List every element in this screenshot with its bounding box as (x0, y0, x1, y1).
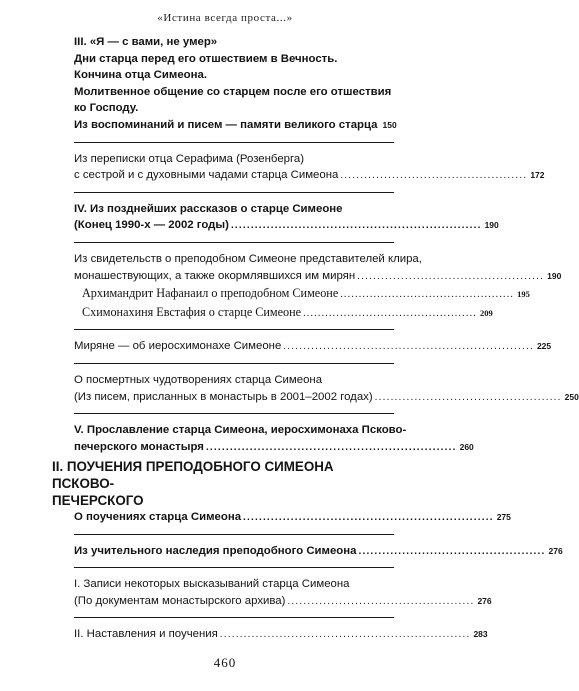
divider (74, 363, 394, 364)
toc-subentry[interactable] (74, 285, 530, 304)
toc-entry-title: печерского монастыря (74, 440, 204, 453)
toc-entry[interactable] (74, 167, 545, 185)
dot-leader: ............................................... (358, 545, 546, 557)
toc-entry-title: Схимонахиня Евстафия о старце Симеоне (82, 304, 302, 319)
page-number: 150 (382, 119, 397, 130)
toc-entry-title: (Из писем, присланных в монастырь в 2001–2002 годах) (74, 390, 373, 403)
dot-leader: ............................................... (287, 595, 475, 607)
toc-line: IV. Из позднейших рассказов о старце Симеоне (74, 202, 343, 215)
table-of-contents (74, 34, 579, 456)
page-folio: 460 (213, 655, 237, 670)
divider (74, 534, 394, 535)
toc-line: ко Господу. (74, 102, 139, 115)
toc-entry-title: монашествующих, а также окормлявшихся им мирян (74, 269, 356, 282)
toc-line: Дни старца перед его отшествием в Вечность. (74, 52, 338, 65)
toc-line: III. «Я — с вами, не умер» (74, 36, 218, 48)
toc-line: Из свидетельств о преподобном Симеоне представителей клира, (74, 252, 422, 265)
dot-leader: ............................................................... (243, 512, 494, 523)
page-number: 260 (459, 441, 474, 452)
toc-entry[interactable] (74, 509, 511, 527)
toc-entry[interactable] (74, 593, 492, 611)
dot-leader: ............................................................... (283, 341, 534, 353)
dot-leader: ............................................... (303, 307, 477, 319)
toc-entry-title: О поучениях старца Симеона (74, 511, 242, 523)
dot-leader: ............................................................... (230, 220, 482, 232)
toc-entry-title: Из учительного наследия преподобного Симеона (74, 544, 357, 557)
divider (74, 329, 394, 330)
toc-entry-title: Миряне — об иеросхимонахе Симеоне (74, 340, 282, 353)
toc-entry[interactable] (74, 626, 488, 644)
toc-entry-title: II. Наставления и поучения (74, 628, 218, 641)
page-number: 190 (547, 270, 562, 281)
dot-leader: ............................................... (340, 170, 528, 182)
toc-entry-title: Из воспоминаний и писем — памяти великого старца (74, 118, 378, 131)
toc-line: I. Записи некоторых высказываний старца Симеона (74, 578, 350, 591)
toc-entry-title: (Конец 1990-х — 2002 годы) (74, 219, 229, 232)
toc-entry[interactable] (74, 389, 579, 407)
toc-entry-title: с сестрой и с духовными чадами старца Симеона (74, 169, 339, 182)
running-head: «Истина всегда проста...» (157, 12, 293, 24)
page-number: 250 (564, 391, 579, 402)
section-heading-line: II. ПОУЧЕНИЯ ПРЕПОДОБНОГО СИМЕОНА ПСКОВО- (52, 459, 334, 491)
page-number: 225 (536, 341, 552, 352)
divider (74, 192, 394, 193)
page-number: 195 (517, 289, 530, 300)
page-number: 172 (530, 170, 545, 181)
toc-entry[interactable] (74, 338, 552, 356)
page-number: 209 (479, 307, 493, 318)
page-number: 283 (473, 629, 488, 640)
divider (74, 567, 394, 568)
page-number: 276 (477, 595, 492, 606)
toc-line: Молитвенное общение со старцем после его отшествия (74, 85, 392, 98)
dot-leader: ............................................... (374, 391, 562, 403)
section-heading-line: ПЕЧЕРСКОГО (52, 493, 144, 508)
dot-leader: ............................................... (357, 270, 545, 282)
page-number: 276 (548, 545, 563, 556)
toc-entry[interactable] (74, 543, 563, 561)
toc-entry-title: Архимандрит Нафанаил о преподобном Симеоне (82, 286, 339, 301)
page-number: 190 (484, 220, 499, 231)
toc-line: V. Прославление старца Симеона, иеросхимонаха Псково- (74, 424, 407, 437)
toc-entry[interactable] (74, 217, 499, 235)
toc-entry[interactable] (74, 268, 562, 286)
divider (74, 142, 394, 143)
dot-leader: ............................................... (340, 289, 515, 301)
toc-line: О посмертных чудотворениях старца Симеона (74, 373, 323, 386)
toc-subentry[interactable] (74, 304, 493, 323)
toc-entry[interactable] (74, 117, 397, 135)
toc-entry[interactable] (74, 439, 474, 457)
table-of-contents-part-2 (74, 509, 563, 644)
divider (74, 242, 394, 243)
toc-line: Кончина отца Симеона. (74, 69, 208, 82)
divider (74, 413, 394, 414)
section-heading[interactable] (52, 458, 397, 509)
dot-leader: ............................................................... (205, 441, 457, 453)
divider (74, 617, 394, 618)
page-number: 275 (496, 512, 511, 522)
dot-leader: ............................................................... (219, 629, 471, 641)
toc-line: Из переписки отца Серафима (Розенберга) (74, 152, 305, 165)
toc-entry-title: (По документам монастырского архива) (74, 594, 286, 607)
